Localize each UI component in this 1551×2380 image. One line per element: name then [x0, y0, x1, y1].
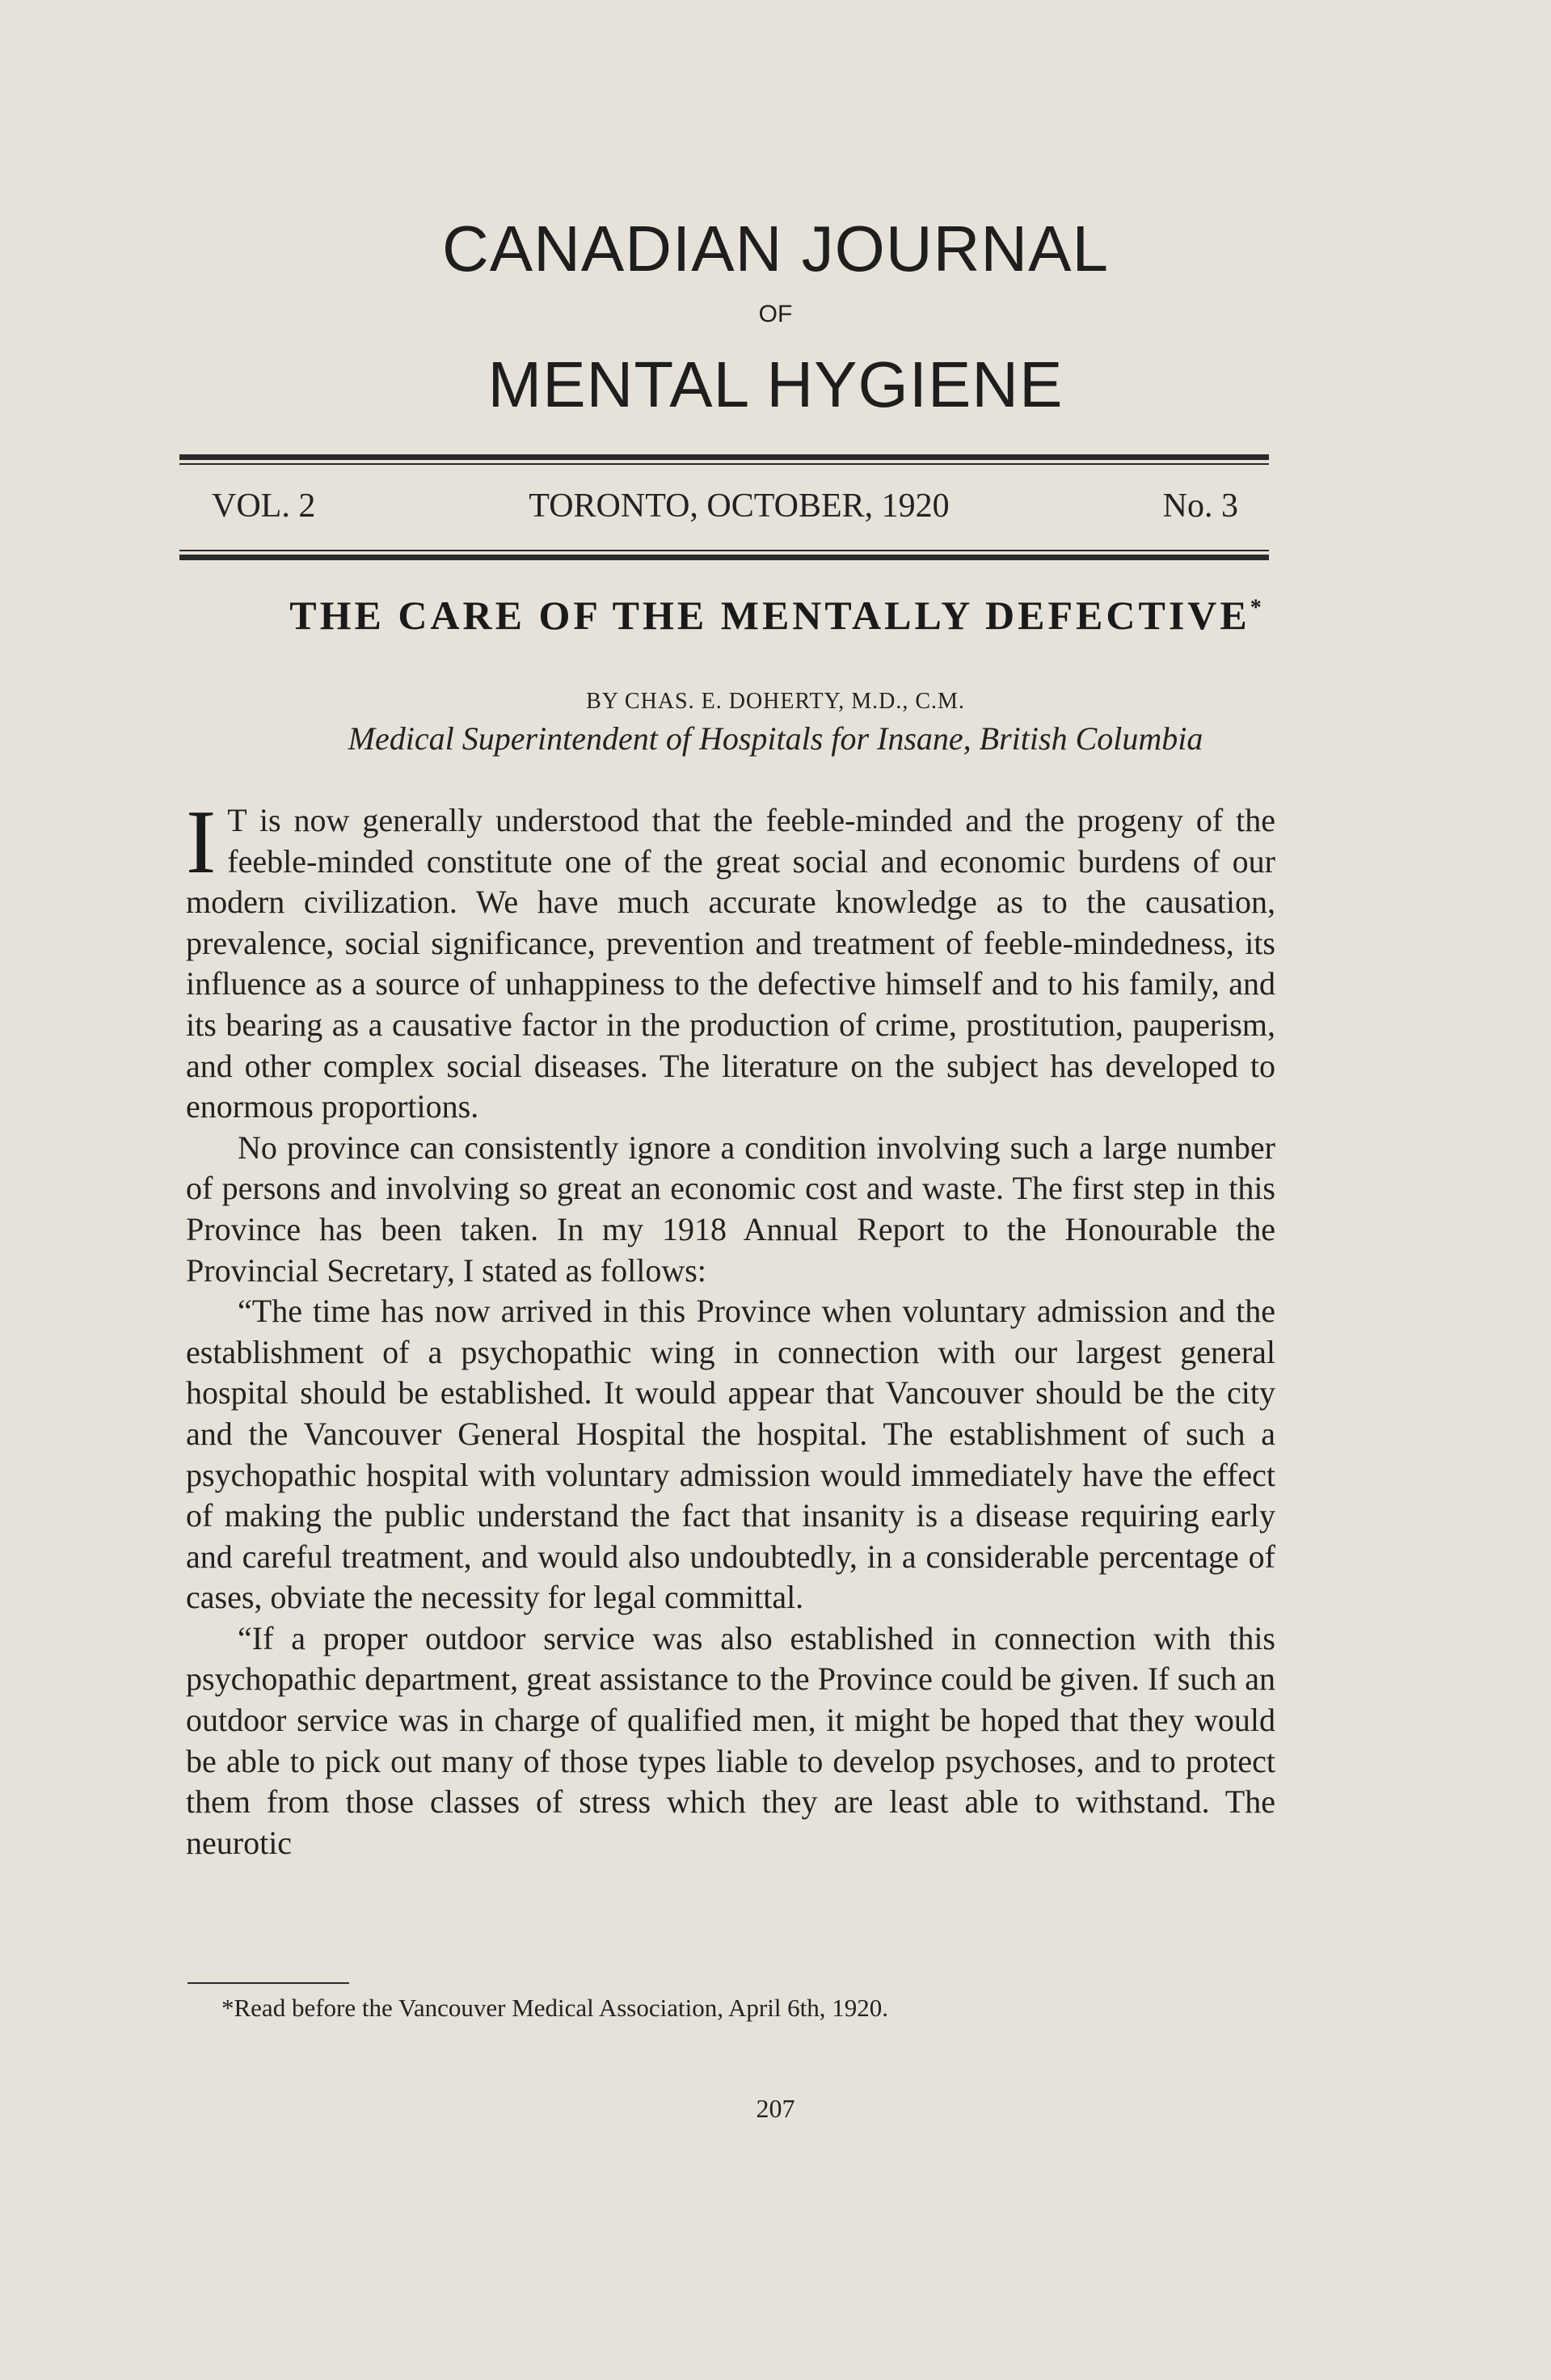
- journal-title-line1: CANADIAN JOURNAL: [441, 213, 1110, 285]
- masthead-rule-thick-top: [179, 454, 1269, 460]
- journal-title-line2: MENTAL HYGIENE: [487, 348, 1064, 420]
- author-byline: BY CHAS. E. DOHERTY, M.D., C.M.: [586, 689, 965, 714]
- masthead-rule-thin-top: [179, 463, 1269, 465]
- masthead-rule-thick-bottom: [179, 555, 1269, 560]
- paragraph-2: No province can consistently ignore a condition involving such a large number of persons and involving so great an economic cost and waste. The first step in this Province has been taken. In my 1918 Annual Report to the Honourable the Provincial Secretary, I stated as follows:: [186, 1129, 1275, 1289]
- paragraph-1: [186, 792, 1275, 1128]
- journal-title-of: OF: [758, 301, 793, 327]
- article-title-text: THE CARE OF THE MENTALLY DEFECTIVE: [289, 593, 1250, 638]
- masthead-rule-thin-bottom: [179, 550, 1269, 551]
- article-title: [0, 592, 1551, 639]
- paragraph-1-text: T is now generally understood that the feeble-minded and the progeny of the feeble-minded constitute one of the great social and economic burdens of our modern civilization. We have much accurate knowledge as to the causation, prevalence, social significance, prevention and treatment of feeble-mindedness, its influence as a source of unhappiness to the defective himself and to his family, and its bearing as a causative factor in the production of crime, prostitution, pauperism, and other complex social diseases. The literature on the subject has developed to enormous proportions.: [186, 802, 1275, 1125]
- author-affiliation: Medical Superintendent of Hospitals for Insane, British Columbia: [348, 720, 1203, 757]
- paragraph-4: “If a proper outdoor service was also established in connection with this psychopathic department, great assistance to the Province could be given. If such an outdoor service was in charge of qualified men, it might be hoped that they would be able to pick out many of those types liable to develop psychoses, and to protect them from those classes of stress which they are least able to withstand. The neurotic: [186, 1619, 1275, 1861]
- article-body: [186, 792, 1275, 1863]
- footnote: *Read before the Vancouver Medical Association, April 6th, 1920.: [221, 1994, 889, 2022]
- footnote-rule: [188, 1982, 349, 1984]
- drop-cap: I: [186, 792, 217, 892]
- issue-info-row: [212, 487, 1238, 525]
- paragraph-3: “The time has now arrived in this Province when voluntary admission and the establishment of a psychopathic wing in connection with our largest general hospital should be established. It would appear that Vancouver should be the city and the Vancouver General Hospital the hospital. The establishment of such a psychopathic hospital with voluntary admission would immediately have the effect of making the public understand the fact that insanity is a disease requiring early and careful treatment, and would also undoubtedly, in a considerable percentage of cases, obviate the necessity for legal committal.: [186, 1293, 1275, 1616]
- place-date-label: TORONTO, OCTOBER, 1920: [529, 487, 950, 525]
- issue-number-label: No. 3: [1162, 487, 1238, 525]
- footnote-marker: *: [1250, 595, 1262, 621]
- page-number: 207: [756, 2094, 795, 2123]
- volume-label: VOL. 2: [212, 487, 316, 525]
